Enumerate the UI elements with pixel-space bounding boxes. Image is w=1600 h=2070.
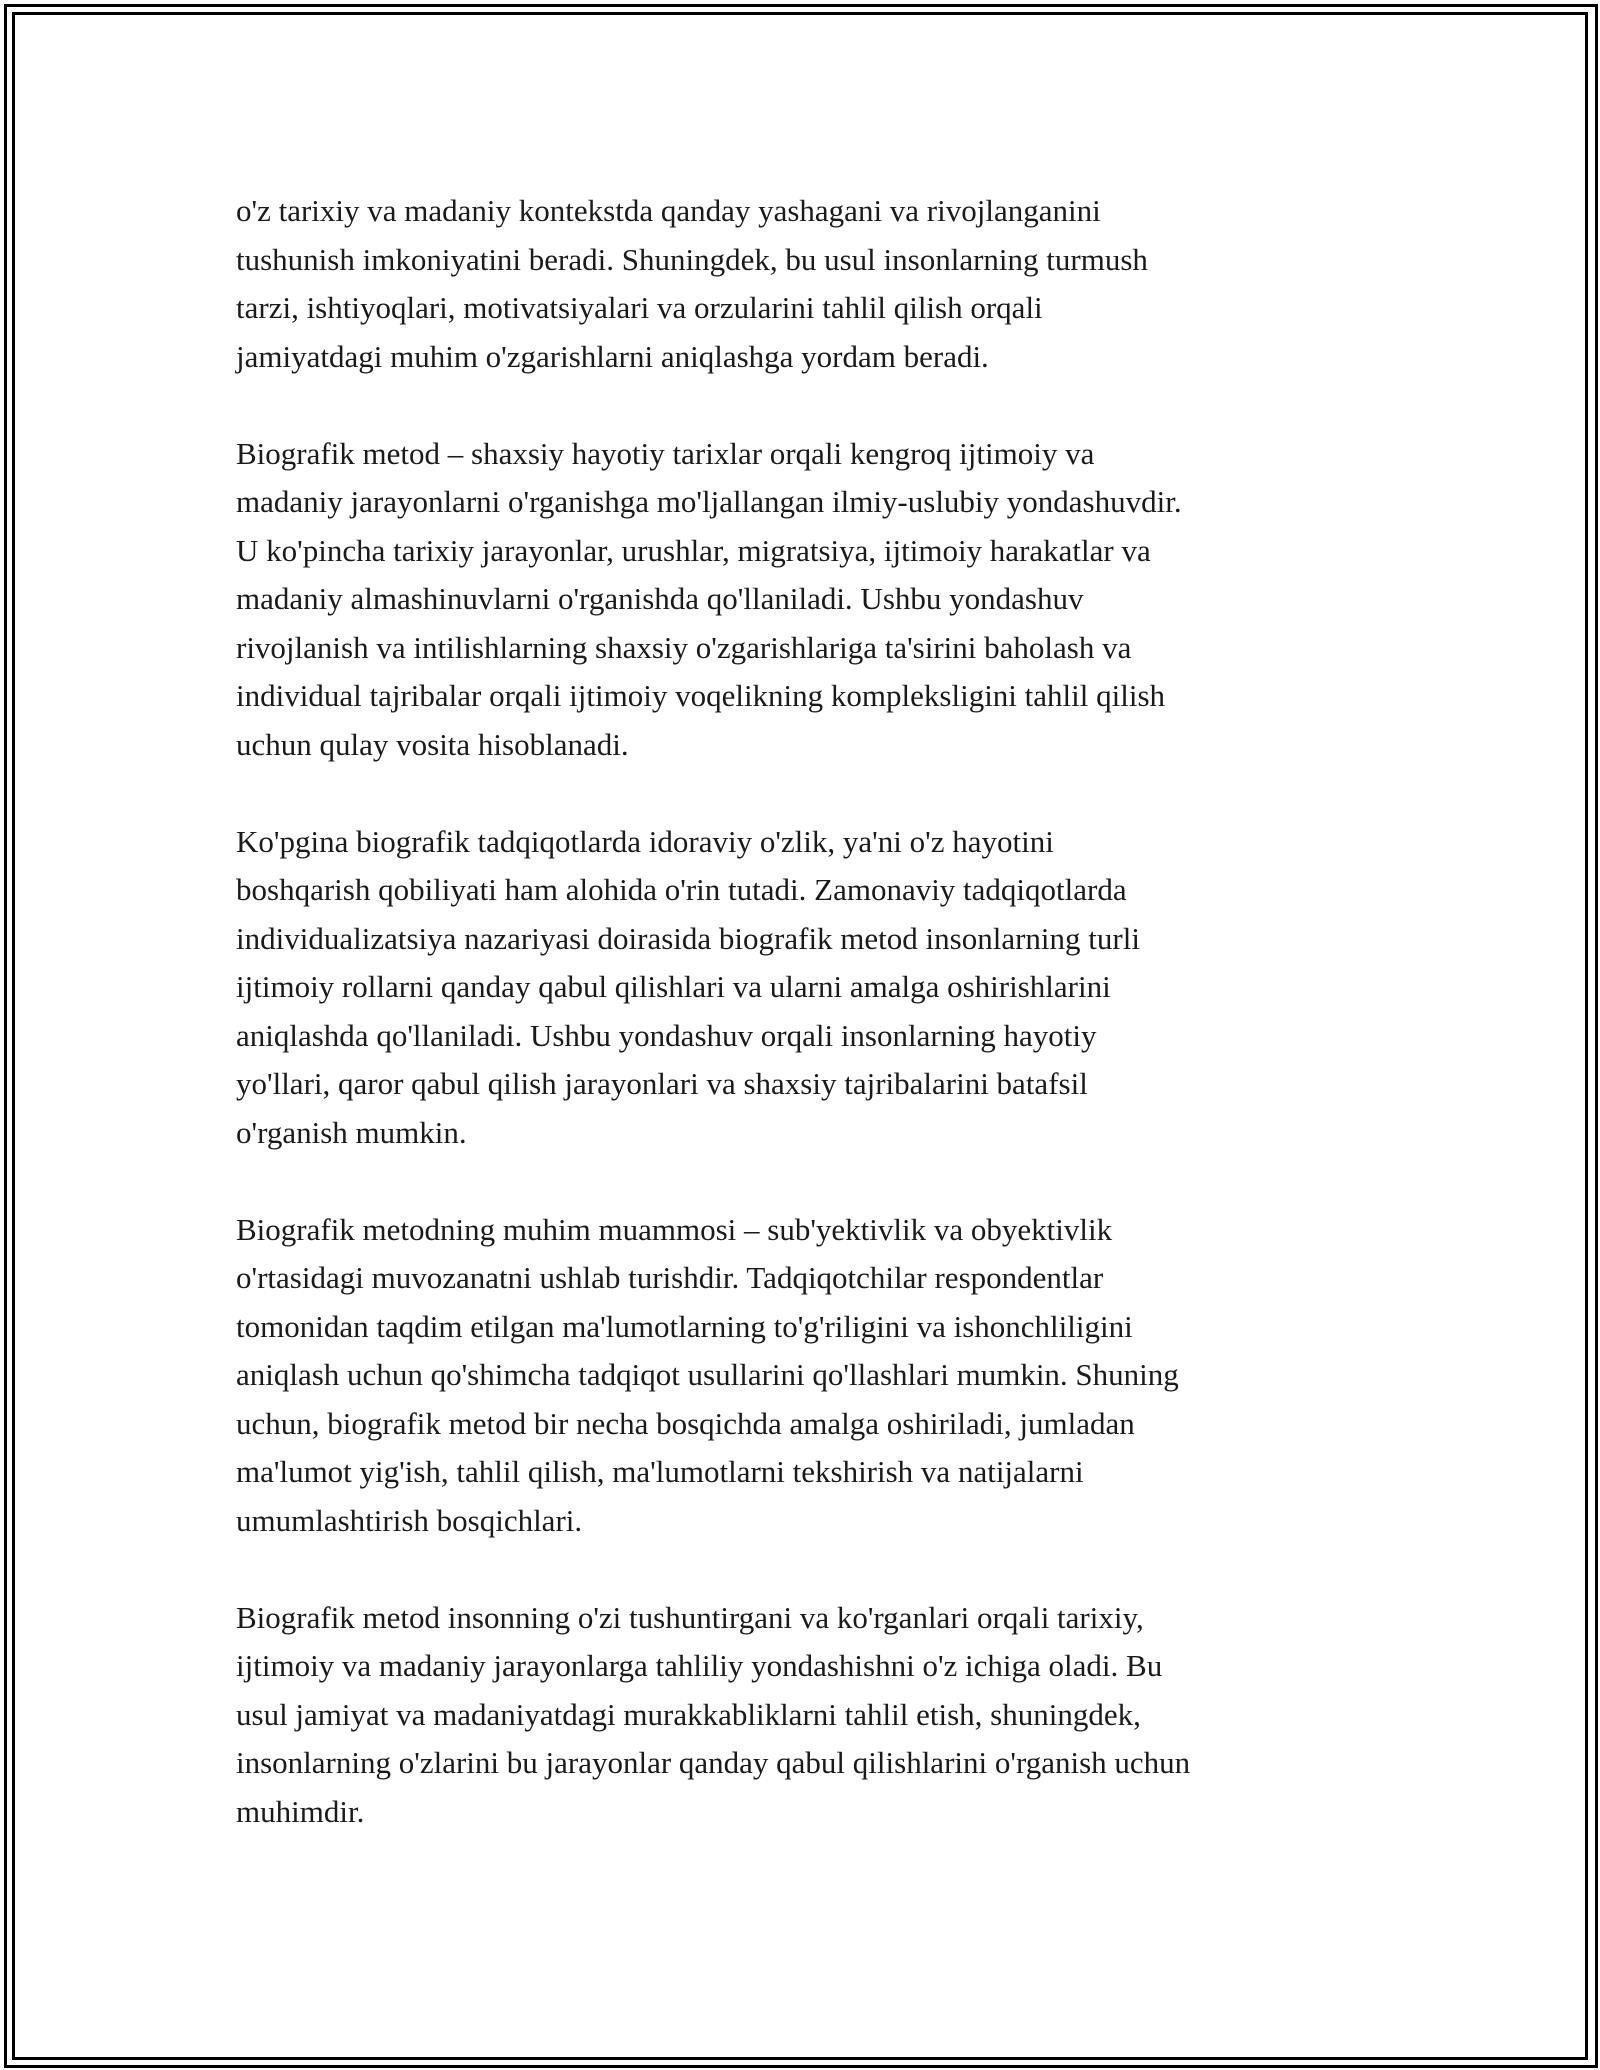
paragraph-3: Ko'pgina biografik tadqiqotlarda idoraviy o'zlik, ya'ni o'z hayotini boshqarish qobiliyati ham alohida o'rin tutadi. Zamonaviy tadqiqotlarda individualizatsiya nazariyasi doirasida biografik metod insonlarning turli ijtimoiy rollarni qanday qabul qilishlari va ularni amalga oshirishlarini aniqlashda qo'llaniladi. Ushbu yondashuv orqali insonlarning hayotiy yo'llari, qaror qabul qilish jarayonlari va shaxsiy tajribalarini batafsil o'rganish mumkin. <box>236 823 1140 1150</box>
paragraph-4: Biografik metodning muhim muammosi – sub'yektivlik va obyektivlik o'rtasidagi muvozanatni ushlab turishdir. Tadqiqotchilar respondentlar tomonidan taqdim etilgan ma'lumotlarning to'g'riligini va ishonchliligini aniqlash uchun qo'shimcha tadqiqot usullarini qo'llashlari mumkin. Shuning uchun, biografik metod bir necha bosqichda amalga oshiriladi, jumladan ma'lumot yig'ish, tahlil qilish, ma'lumotlarni tekshirish va natijalarni umumlashtirish bosqichlari. <box>236 1211 1179 1538</box>
paragraph-1: o'z tarixiy va madaniy kontekstda qanday yashagani va rivojlanganini tushunish imkoniyatini beradi. Shuningdek, bu usul insonlarning turmush tarzi, ishtiyoqlari, motivatsiyalari va orzularini tahlil qilish orqali jamiyatdagi muhim o'zgarishlarni aniqlashga yordam beradi. <box>236 193 1148 374</box>
paragraph-2: Biografik metod – shaxsiy hayotiy tarixlar orqali kengroq ijtimoiy va madaniy jarayonlarni o'rganishga mo'ljallangan ilmiy-uslubiy yondashuvdir. U ko'pincha tarixiy jarayonlar, urushlar, migratsiya, ijtimoiy harakatlar va madaniy almashinuvlarni o'rganishda qo'llaniladi. Ushbu yondashuv rivojlanish va intilishlarning shaxsiy o'zgarishlariga ta'sirini baholash va individual tajribalar orqali ijtimoiy voqelikning kompleksligini tahlil qilish uchun qulay vosita hisoblanadi. <box>236 435 1182 762</box>
document-body <box>236 187 1376 1836</box>
paragraph-5: Biografik metod insonning o'zi tushuntirgani va ko'rganlari orqali tarixiy, ijtimoiy va madaniy jarayonlarga tahliliy yondashishni o'z ichiga oladi. Bu usul jamiyat va madaniyatdagi murakkabliklarni tahlil etish, shuningdek, insonlarning o'zlarini bu jarayonlar qanday qabul qilishlarini o'rganish uchun muhimdir. <box>236 1599 1191 1829</box>
